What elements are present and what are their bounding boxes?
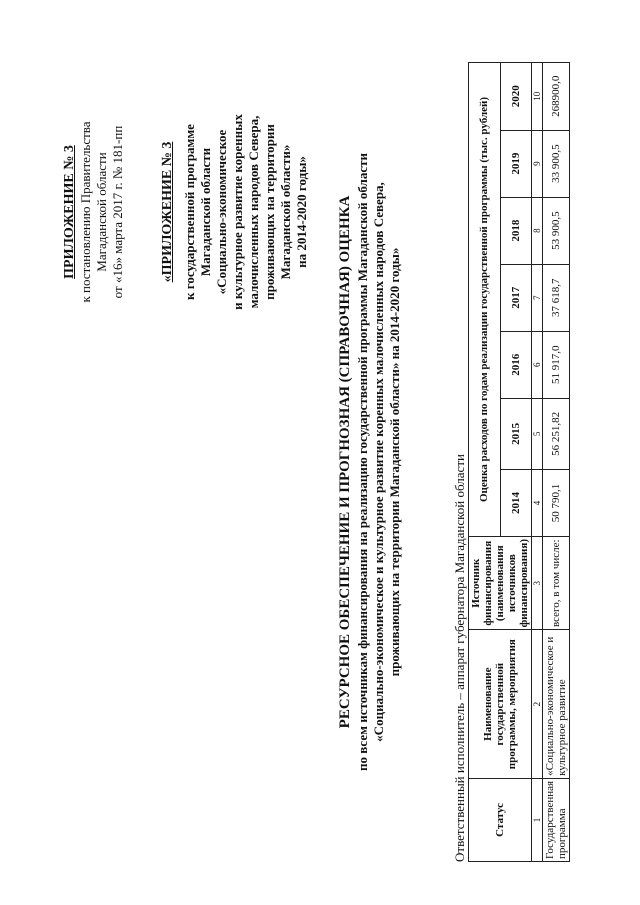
annex-line: от «16» марта 2017 г. № 181-пп xyxy=(110,125,125,299)
header-year: 2016 xyxy=(500,331,532,398)
header-source: Источник финансирования (наименования источников финансирования) xyxy=(469,536,532,629)
annex-to-program xyxy=(160,62,310,362)
column-number: 6 xyxy=(532,331,543,398)
row-value: 268900,0 xyxy=(543,63,570,131)
annex-line: Магаданской области xyxy=(94,152,109,272)
row-value: 33 900,5 xyxy=(543,130,570,197)
resource-table xyxy=(468,62,570,862)
header-year: 2015 xyxy=(500,398,532,469)
header-year: 2020 xyxy=(500,63,532,131)
column-number: 4 xyxy=(532,469,543,536)
row-name: «Социально-экономическое и культурное развитие xyxy=(543,630,570,778)
table-row xyxy=(543,63,570,862)
column-number: 3 xyxy=(532,536,543,629)
header-estimate: Оценка расходов по годам реализации государственной программы (тыс. рублей) xyxy=(469,63,501,537)
column-number: 2 xyxy=(532,630,543,778)
document-title xyxy=(335,62,403,862)
header-name: Наименование государственной программы, мероприятия xyxy=(469,630,532,778)
title-line: «Социально-экономическое и культурное развитие коренных малочисленных народов Севера, xyxy=(371,182,386,742)
header-status: Статус xyxy=(469,778,532,861)
annex-heading: ПРИЛОЖЕНИЕ № 3 xyxy=(62,145,77,279)
title-line: проживающих на территории Магаданской области» на 2014-2020 годы» xyxy=(387,247,402,677)
program-annex-line: Магаданской области» xyxy=(278,144,293,280)
program-annex-line: на 2014-2020 годы» xyxy=(294,156,309,268)
title-main: РЕСУРСНОЕ ОБЕСПЕЧЕНИЕ И ПРОГНОЗНАЯ (СПРАВОЧНАЯ) ОЦЕНКА xyxy=(337,195,353,729)
header-row xyxy=(469,63,501,862)
program-annex-line: «Социально-экономическое xyxy=(214,129,229,295)
row-source: всего, в том числе: xyxy=(543,536,570,629)
column-number: 10 xyxy=(532,63,543,131)
column-number: 5 xyxy=(532,398,543,469)
annex-line: к постановлению Правительства xyxy=(78,121,93,303)
program-annex-line: малочисленных народов Севера, xyxy=(246,115,261,309)
responsible-executor: Ответственный исполнитель – аппарат губернатора Магаданской области xyxy=(452,454,467,862)
title-line: по всем источникам финансирования на реализацию государственной программы Магаданской области xyxy=(355,153,370,771)
program-annex-line: и культурное развитие коренных xyxy=(230,114,245,310)
column-number: 1 xyxy=(532,778,543,861)
program-annex-line: проживающих на территории xyxy=(262,124,277,300)
program-annex-heading: «ПРИЛОЖЕНИЕ № 3 xyxy=(160,141,175,283)
row-status: Государственная программа xyxy=(543,778,570,861)
column-number: 9 xyxy=(532,130,543,197)
row-value: 37 618,7 xyxy=(543,264,570,331)
column-number: 7 xyxy=(532,264,543,331)
row-value: 56 251,82 xyxy=(543,398,570,469)
column-number-row xyxy=(532,63,543,862)
program-annex-line: Магаданской области xyxy=(198,147,213,277)
header-year: 2014 xyxy=(500,469,532,536)
column-number: 8 xyxy=(532,197,543,264)
annex-to-decree xyxy=(62,62,126,362)
header-year: 2017 xyxy=(500,264,532,331)
document-page xyxy=(40,62,600,862)
header-year: 2018 xyxy=(500,197,532,264)
row-value: 51 917,0 xyxy=(543,331,570,398)
row-value: 53 900,5 xyxy=(543,197,570,264)
header-year: 2019 xyxy=(500,130,532,197)
program-annex-line: к государственной программе xyxy=(182,124,197,300)
row-value: 50 790,1 xyxy=(543,469,570,536)
